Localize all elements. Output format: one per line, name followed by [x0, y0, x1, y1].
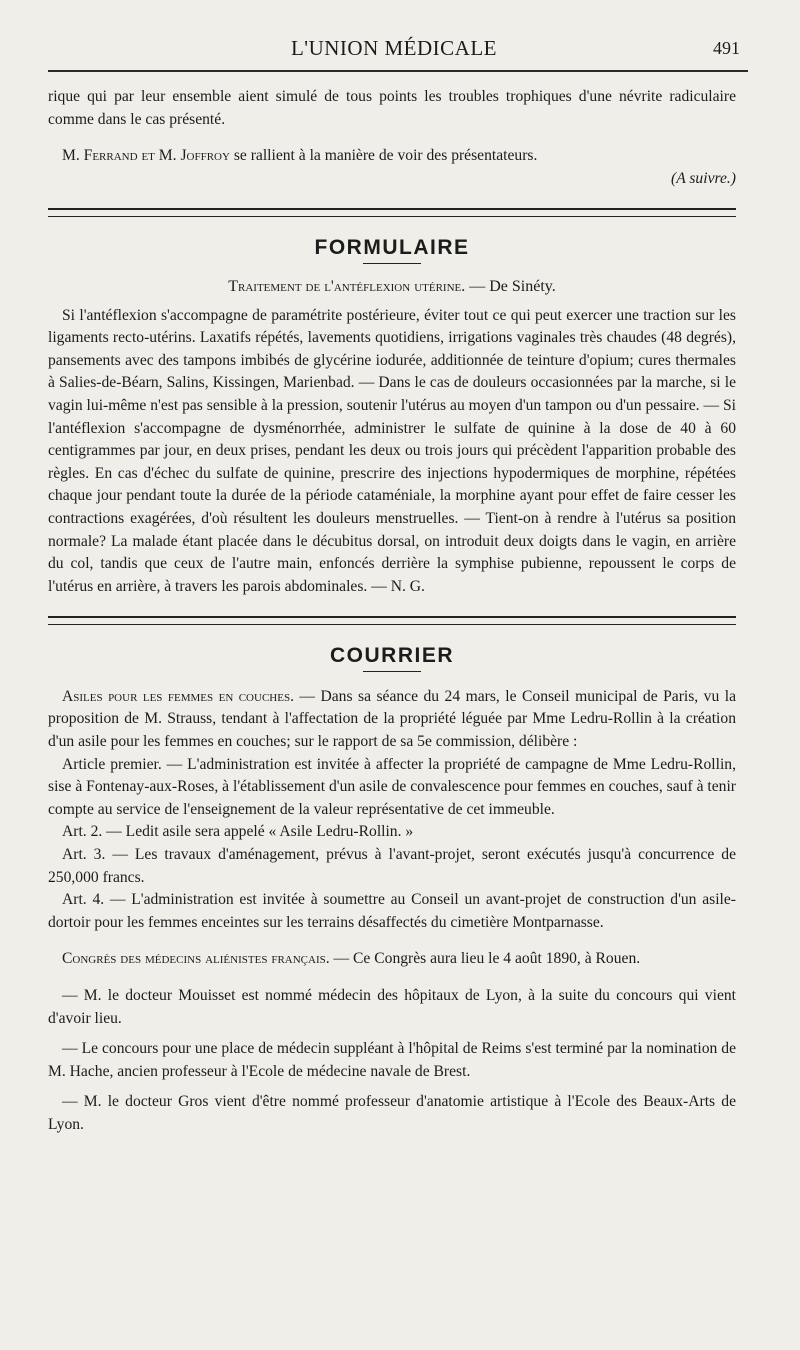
- article-3: Art. 3. — Les travaux d'aménagement, prévus à l'avant-projet, seront exécutés jusqu'à concurrence de 250,000 francs.: [48, 846, 736, 886]
- title-underline: [363, 671, 421, 672]
- continuation-paragraph: rique qui par leur ensemble aient simulé de tous points les troubles trophiques d'une névrite radiculaire comme dans le cas présenté.: [48, 88, 736, 128]
- congres-lead: Congrès des médecins aliénistes français.: [62, 950, 330, 968]
- article-2: Art. 2. — Ledit asile sera appelé « Asile Ledru-Rollin. »: [62, 823, 414, 841]
- news-item: — M. le docteur Gros vient d'être nommé professeur d'anatomie artistique à l'Ecole des Beaux-Arts de Lyon.: [48, 1093, 736, 1133]
- article-body: [48, 86, 736, 1137]
- news-item: — Le concours pour une place de médecin suppléant à l'hôpital de Reims s'est terminé par la nomination de M. Hache, ancien professeur à l'Ecole de médecine navale de Brest.: [48, 1040, 736, 1080]
- subtitle-text: Traitement de l'antéflexion utérine. —: [228, 277, 486, 295]
- asiles-lead: Asiles pour les femmes en couches.: [62, 687, 294, 705]
- conclusion-text: se rallient à la manière de voir des présentateurs.: [229, 147, 538, 165]
- to-follow-note: [48, 168, 736, 191]
- conclusion-paragraph: [48, 145, 736, 168]
- asiles-text: — Dans sa séance du 24 mars, le Conseil municipal de Paris, vu la proposition de M. Strauss, tendant à l'affectation de la propriété léguée par Mme Ledru-Rollin à la création d'un asile pour les femmes en couches; sur le rapport de sa 5e commission, délibère :: [48, 687, 736, 751]
- congres-paragraph: [48, 948, 736, 971]
- formulaire-body: Si l'antéflexion s'accompagne de paramétrite postérieure, éviter tout ce qui peut exercer une traction sur les ligaments recto-utérins. Laxatifs répétés, lavements quotidiens, irrigations vaginales très chaudes (48 degrés), pansements avec des tampons imbibés de glycérine iodurée, additionnée de teinture d'opium; cures thermales à Salies-de-Béarn, Salins, Kissingen, Marienbad. — Dans le cas de douleurs occasionnées par la marche, si le vagin lui-même n'est pas sensible à la pression, soutenir l'utérus au moyen d'un tampon ou d'un pessaire. — Si l'antéflexion s'accompagne de dysménorrhée, administrer le sulfate de quinine à la dose de 40 à 60 centigrammes par jour, en deux prises, pendant les deux ou trois jours qui précèdent l'apparition probable des règles. En cas d'échec du sulfate de quinine, prescrire des injections hypodermiques de morphine, répétées chaque jour pendant toute la durée de la période cataméniale, la morphine ayant pour effet de faire cesser les contractions exagérées, d'où résultent les douleurs menstruelles. — Tient-on à rendre à l'utérus sa position normale? La malade étant placée dans le décubitus dorsal, on introduit deux doigts dans le vagin, en arrière du col, tandis que ceux de l'autre main, enfoncés derrière la symphise pubienne, repoussent le corps de l'utérus en arrière, à travers les parois abdominales. — N. G.: [48, 306, 736, 595]
- section-divider: [48, 208, 736, 217]
- header-rule: [48, 70, 748, 72]
- article-4: Art. 4. — L'administration est invitée à soumettre au Conseil un avant-projet de construction d'un asile-dortoir pour les femmes enceintes sur les terrains désaffectés du cimetière Montparnasse.: [48, 891, 736, 931]
- page-number: 491: [713, 38, 740, 58]
- asiles-paragraph: [48, 686, 736, 754]
- courrier-title: COURRIER: [329, 644, 454, 668]
- subtitle-author: De Sinéty.: [485, 277, 556, 295]
- formulaire-subtitle: [48, 276, 736, 299]
- section-divider: [48, 616, 736, 625]
- conclusion-names: M. Ferrand et M. Joffroy: [62, 147, 230, 165]
- formulaire-title: FORMULAIRE: [314, 236, 470, 260]
- to-follow-text: (A suivre.): [671, 169, 736, 187]
- congres-text: — Ce Congrès aura lieu le 4 août 1890, à Rouen.: [329, 950, 641, 968]
- journal-title: L'UNION MÉDICALE: [290, 36, 497, 60]
- news-item: — M. le docteur Mouisset est nommé médecin des hôpitaux de Lyon, à la suite du concours qui vient d'avoir lieu.: [48, 987, 736, 1027]
- article-1: Article premier. — L'administration est invitée à affecter la propriété de campagne de Mme Ledru-Rollin, sise à Fontenay-aux-Roses, à l'établissement d'un asile de convalescence pour femmes en couches, sauf à tenir compte au service de l'enseignement de la valeur représentative de cet immeuble.: [48, 755, 736, 818]
- page-header: [48, 36, 740, 70]
- title-underline: [363, 263, 421, 264]
